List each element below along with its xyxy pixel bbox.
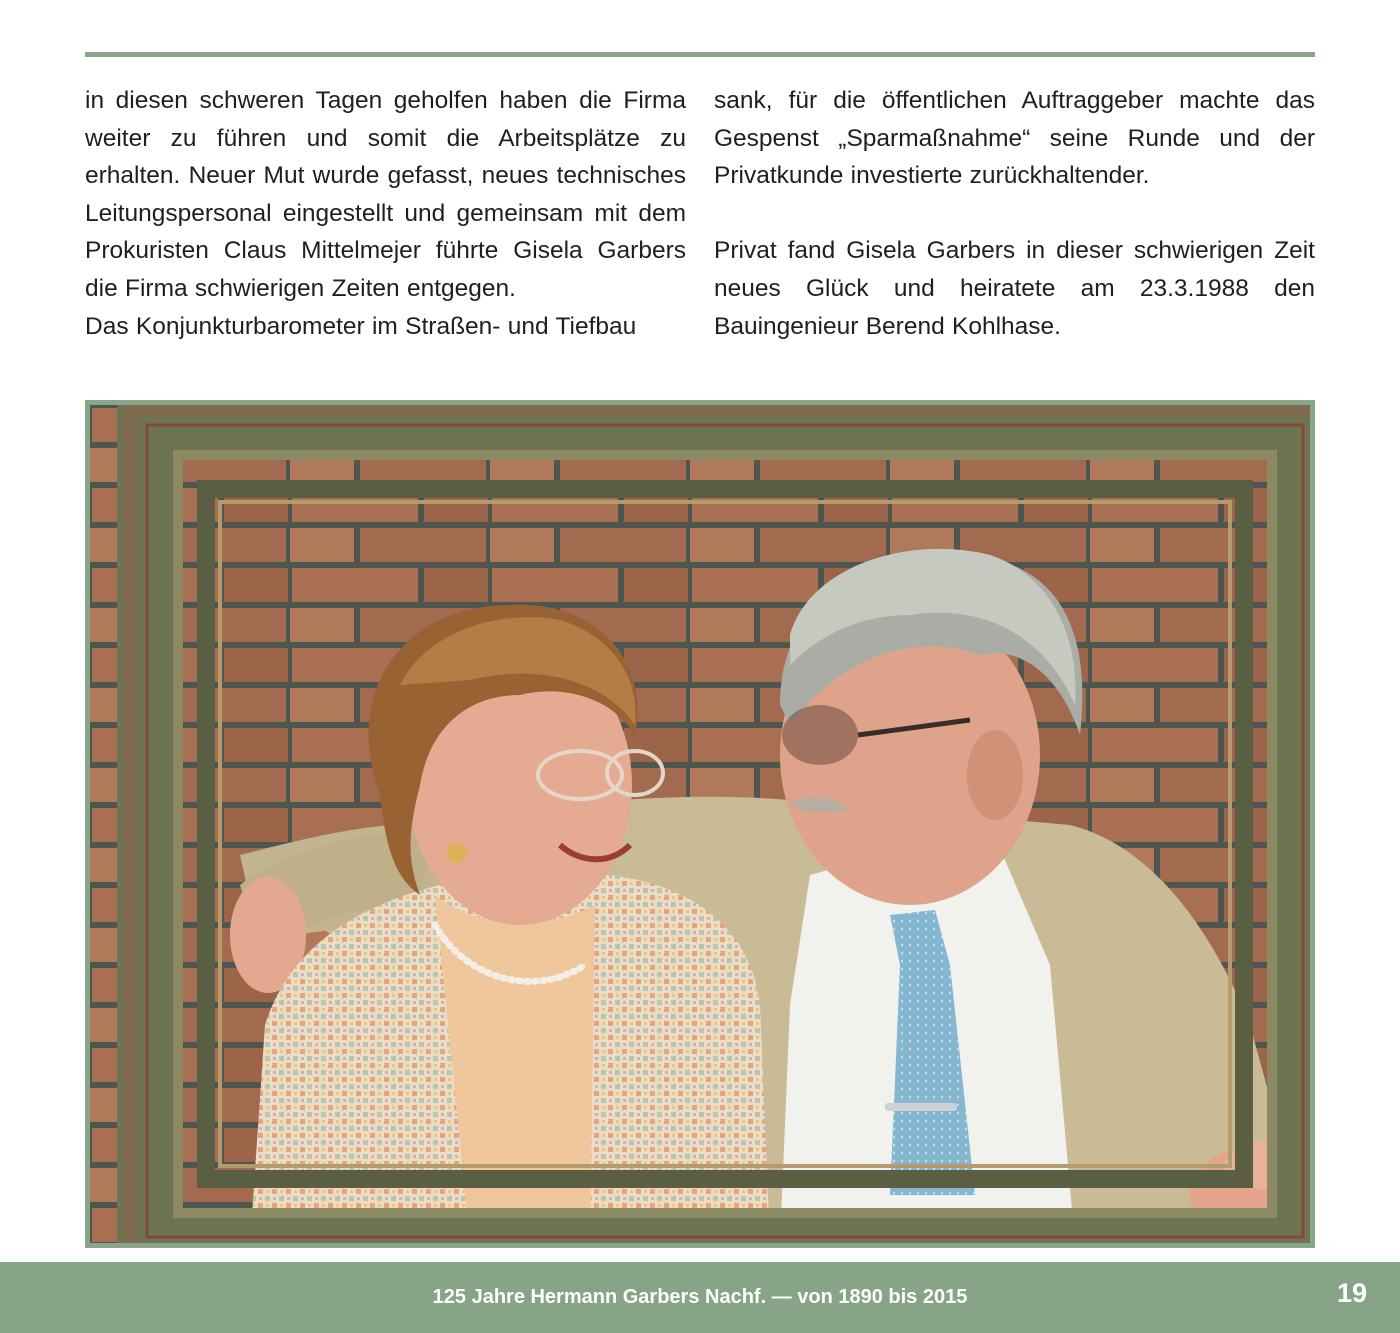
page-number: 19 [1336,1278,1367,1308]
text-column-right [714,82,1315,345]
footer-bar [0,1262,1400,1333]
couple-photo [85,400,1315,1248]
text-column-left [85,82,686,345]
photo-illustration [90,405,1310,1243]
paragraph-right-2: Privat fand Gisela Garbers in dieser schwierigen Zeit neues Glück und heiratete am 23.3.1988 den Bauingenieur Berend Kohlhase. [714,237,1315,340]
paragraph-left-2: Das Konjunkturbarometer im Straßen- und Tiefbau [85,312,637,340]
paragraph-right-1: sank, für die öffentlichen Auftraggeber machte das Gespenst „Sparmaßnahme“ seine Runde und der Privatkunde investierte zurückhaltender. [714,87,1315,190]
footer-title: 125 Jahre Hermann Garbers Nachf. — von 1890 bis 2015 [432,1286,968,1308]
paragraph-left-1: in diesen schweren Tagen geholfen haben die Firma weiter zu führen und somit die Arbeitsplätze zu erhalten. Neuer Mut wurde gefasst, neues technisches Leitungspersonal eingestellt und gemeinsam mit dem Prokuristen Claus Mittelmejer führte Gisela Garbers die Firma schwierigen Zeiten entgegen. [85,87,686,302]
top-rule [85,52,1315,57]
